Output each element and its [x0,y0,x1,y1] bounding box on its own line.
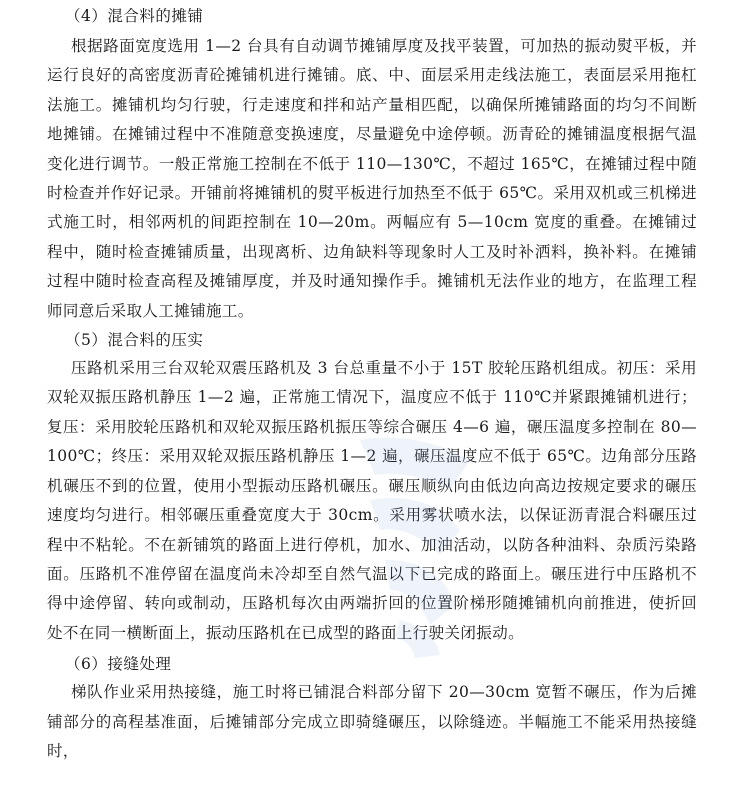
section-heading-compaction: （5）混合料的压实 [65,331,204,350]
section-body-joint: 梯队作业采用热接缝，施工时将已铺混合料部分留下 20—30cm 宽暂不碾压，作为后摊铺部分的高程基准面，后摊铺部分完成立即骑缝碾压，以除缝迹。半幅施工不能采用热接缝时， [47,683,697,760]
section-body-compaction: 压路机采用三台双轮双震压路机及 3 台总重量不小于 15T 胶轮压路机组成。初压：采用双轮双振压路机静压 1—2 遍，正常施工情况下，温度应不低于 110℃并紧跟摊铺机进行；复压：采用胶轮压路机和双轮双振压路机振压等综合碾压 4—6 遍，碾压温度多控制在 80—100℃；终压：采用双轮双振压路机静压 1—2 遍，碾压温度应不低于 65℃。边角部分压路机碾压不到的位置，使用小型振动压路机碾压。碾压顺纵向由低边向高边按规定要求的碾压速度均匀进行。相邻碾压重叠宽度大于 30cm。采用雾状喷水法，以保证沥青混合料碾压过程中不粘轮。不在新铺筑的路面上进行停机，加水、加油活动，以防各种油料、杂质污染路面。压路机不准停留在温度尚未冷却至自然气温以下已完成的路面上。碾压进行中压路机不得中途停留、转向或制动，压路机每次由两端折回的位置阶梯形随摊铺机向前推进，使折回处不在同一横断面上，振动压路机在已成型的路面上行驶关闭振动。 [47,359,697,642]
section-heading-joint: （6）接缝处理 [65,655,172,674]
document-page [47,0,697,766]
section-heading-paving: （4）混合料的摊铺 [65,7,204,25]
section-body-paving: 根据路面宽度选用 1—2 台具有自动调节摊铺厚度及找平装置，可加热的振动熨平板，并运行良好的高密度沥青砼摊铺机进行摊铺。底、中、面层采用走线法施工，表面层采用拖杠法施工。摊铺机均匀行驶，行走速度和拌和站产量相匹配，以确保所摊铺路面的均匀不间断地摊铺。在摊铺过程中不准随意变换速度，尽量避免中途停顿。沥青砼的摊铺温度根据气温变化进行调节。一般正常施工控制在不低于 110—130℃，不超过 165℃，在摊铺过程中随时检查并作好记录。开铺前将摊铺机的熨平板进行加热至不低于 65℃。采用双机或三机梯进式施工时，相邻两机的间距控制在 10—20m。两幅应有 5—10cm 宽度的重叠。在摊铺过程中，随时检查摊铺质量，出现离析、边角缺料等现象时人工及时补洒料，换补料。在摊铺过程中随时检查高程及摊铺厚度，并及时通知操作手。摊铺机无法作业的地方，在监理工程师同意后采取人工摊铺施工。 [47,37,697,320]
